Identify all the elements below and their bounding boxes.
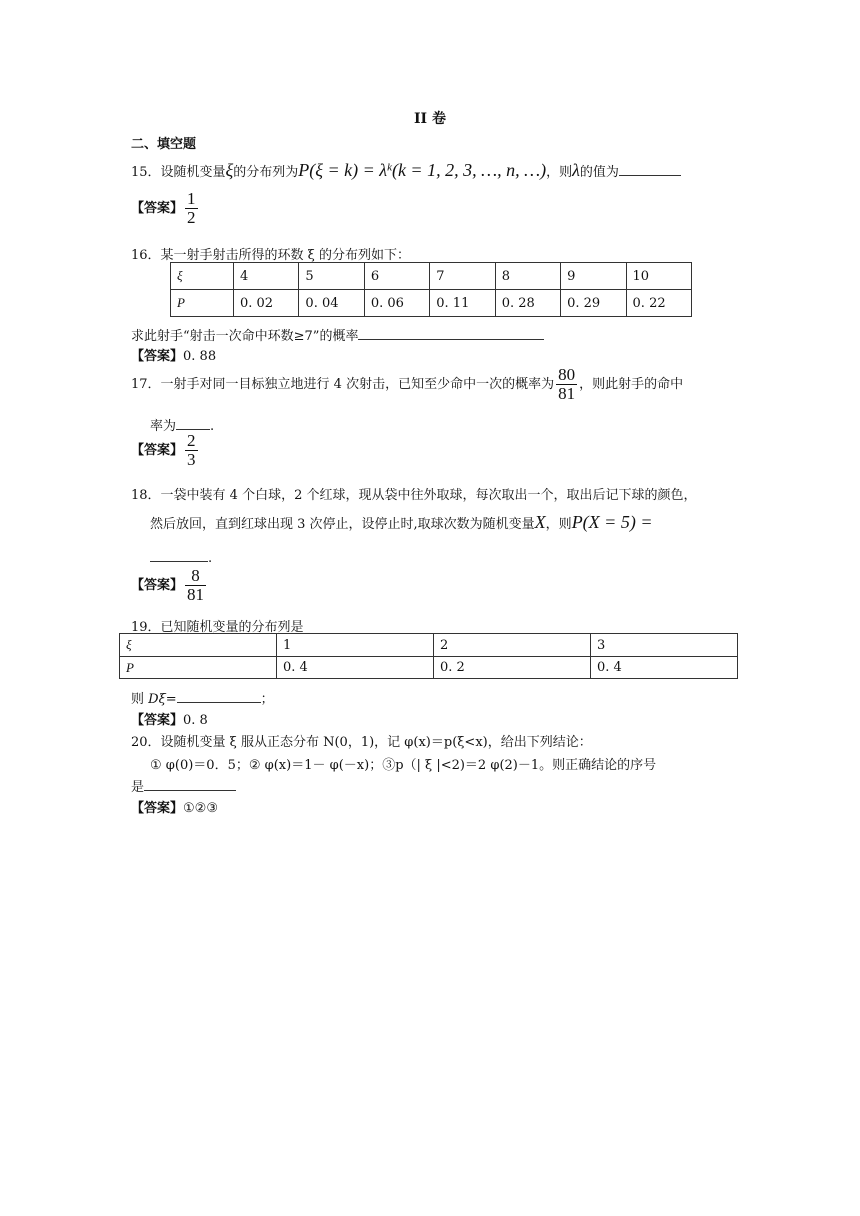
q19-ask xyxy=(131,688,274,707)
q16-answer-blank[interactable] xyxy=(358,325,544,340)
table-cell: 3 xyxy=(591,634,738,657)
q17-text-1: 17．一射手对同一目标独立地进行 4 次射击，已知至少命中一次的概率为 xyxy=(131,377,555,392)
answer-20-value: ①②③ xyxy=(183,801,218,816)
q19-variance: Dξ xyxy=(148,692,166,707)
q18-period: . xyxy=(208,551,213,566)
q20-text-3: 是 xyxy=(131,780,145,795)
answer-15-fraction: $\frac{1}{2}$ xyxy=(187,189,196,227)
q15-formula: P(ξ = k) = λ xyxy=(298,160,388,180)
answer-label: 【答案】 xyxy=(131,443,184,458)
part-title: II 卷 xyxy=(414,111,446,127)
q17-text-2: ，则此射手的命中 xyxy=(579,377,684,392)
table-cell: 7 xyxy=(430,263,495,290)
q15-mid: 的分布列为 xyxy=(233,165,299,180)
table-cell: 0. 29 xyxy=(561,290,626,317)
question-20-line-3 xyxy=(131,776,236,795)
table-cell: P xyxy=(120,657,277,679)
table-cell: 1 xyxy=(277,634,434,657)
table-cell: 9 xyxy=(561,263,626,290)
table-row xyxy=(171,290,692,317)
q16-ask-text: 求此射手“射击一次命中环数≥7”的概率 xyxy=(131,329,359,344)
q19-distribution-table xyxy=(119,633,738,679)
table-row xyxy=(120,634,738,657)
q19-answer-blank[interactable] xyxy=(177,688,261,703)
table-cell: 2 xyxy=(434,634,591,657)
table-row xyxy=(171,263,692,290)
table-cell: 0. 22 xyxy=(626,290,691,317)
answer-19 xyxy=(131,709,208,728)
q15-formula-2: (k = 1, 2, 3, …, n, …) xyxy=(391,160,547,180)
answer-19-value: 0. 8 xyxy=(183,713,208,728)
answer-15 xyxy=(131,190,200,227)
q15-mid2: ，则 xyxy=(546,165,573,180)
q18-text-2: 然后放回，直到红球出现 3 次停止，设停止时,取球次数为随机变量 xyxy=(150,517,535,532)
q16-distribution-table xyxy=(170,262,692,317)
q15-lambda: λ xyxy=(572,160,580,180)
question-15 xyxy=(131,160,681,181)
answer-16-value: 0. 88 xyxy=(183,349,217,364)
q15-exponent: k xyxy=(387,161,392,174)
q18-formula: P(X = 5) = xyxy=(571,512,653,532)
answer-label: 【答案】 xyxy=(131,713,184,728)
answer-16 xyxy=(131,345,216,364)
q15-prefix: 15．设随机变量 xyxy=(131,165,226,180)
answer-18 xyxy=(131,567,208,604)
table-cell: 0. 06 xyxy=(364,290,429,317)
table-cell: P xyxy=(171,290,234,317)
q15-suffix: 的值为 xyxy=(579,165,619,180)
question-18-line-2 xyxy=(150,512,652,533)
q17-fraction: $\frac{80}{81}$ xyxy=(558,365,576,403)
table-cell: 0. 11 xyxy=(430,290,495,317)
answer-17 xyxy=(131,432,200,469)
table-cell: 0. 4 xyxy=(277,657,434,679)
table-cell: 0. 4 xyxy=(591,657,738,679)
table-cell: 4 xyxy=(234,263,299,290)
table-cell: ξ xyxy=(171,263,234,290)
answer-20 xyxy=(131,797,218,816)
section-title: 二、填空题 xyxy=(131,137,197,152)
table-cell: 0. 28 xyxy=(495,290,560,317)
table-cell: 5 xyxy=(299,263,364,290)
q17-text-3: 率为 xyxy=(150,419,177,434)
q17-answer-blank[interactable] xyxy=(176,415,210,430)
table-row xyxy=(120,657,738,679)
answer-18-fraction: $\frac{8}{81}$ xyxy=(187,566,205,604)
table-cell: 6 xyxy=(364,263,429,290)
table-cell: 8 xyxy=(495,263,560,290)
q19-ask-prefix: 则 xyxy=(131,692,149,707)
table-cell: 10 xyxy=(626,263,691,290)
question-19: 19．已知随机变量的分布列是 xyxy=(131,620,304,635)
q15-xi: ξ xyxy=(225,160,234,180)
question-20-line-1: 20．设随机变量 ξ 服从正态分布 N(0，1)，记 φ(x)＝p(ξ<x)，给出下列结论： xyxy=(131,735,592,750)
table-cell: 0. 02 xyxy=(234,290,299,317)
answer-label: 【答案】 xyxy=(131,349,184,364)
answer-17-fraction: $\frac{2}{3}$ xyxy=(187,431,196,469)
answer-label: 【答案】 xyxy=(131,578,184,593)
q16-ask xyxy=(131,325,544,344)
q19-semicolon: ； xyxy=(260,692,274,707)
q20-answer-blank[interactable] xyxy=(144,776,236,791)
q18-answer-blank[interactable] xyxy=(150,547,208,562)
table-cell: ξ xyxy=(120,634,277,657)
q17-period: . xyxy=(210,419,215,434)
q18-text-2b: ，则 xyxy=(545,517,572,532)
answer-label: 【答案】 xyxy=(131,201,184,216)
table-cell: 0. 2 xyxy=(434,657,591,679)
question-16: 16．某一射手射击所得的环数 ξ 的分布列如下： xyxy=(131,248,410,263)
question-18-line-3 xyxy=(150,547,212,566)
question-18-line-1: 18．一袋中装有 4 个白球，2 个红球，现从袋中往外取球，每次取出一个，取出后记下球的颜色， xyxy=(131,488,697,503)
question-20-line-2: ① φ(0)＝0．5；② φ(x)＝1－ φ(－x)；③p（| ξ |<2)＝2 φ(2)－1。则正确结论的序号 xyxy=(150,758,657,773)
q18-variable: X xyxy=(534,512,546,532)
answer-label: 【答案】 xyxy=(131,801,184,816)
table-cell: 0. 04 xyxy=(299,290,364,317)
q19-equals: = xyxy=(165,692,177,707)
q15-answer-blank[interactable] xyxy=(619,161,681,176)
question-17 xyxy=(131,366,683,403)
